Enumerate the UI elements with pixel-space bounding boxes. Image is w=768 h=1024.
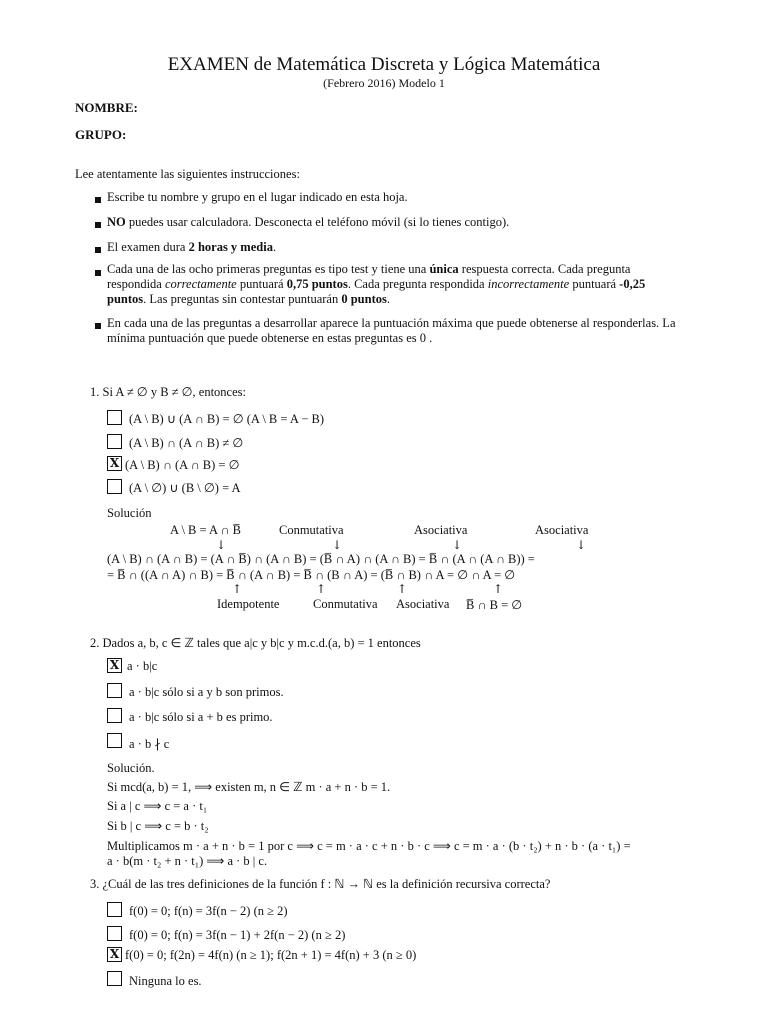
q1-label-asociativa-2: Asociativa	[535, 523, 589, 537]
q1-option-2: (A \ B) ∩ (A ∩ B) ≠ ∅	[129, 436, 244, 450]
bullet-icon	[95, 270, 101, 276]
q3-option-4-checkbox[interactable]	[107, 971, 122, 986]
i4-it1: correctamente	[164, 277, 237, 291]
arrow-up-icon: ↑	[493, 582, 504, 596]
q3-option-2-checkbox[interactable]	[107, 926, 122, 941]
q1-def: A \ B = A ∩ B̅	[170, 523, 241, 537]
instruction-2-rest: puedes usar calculadora. Desconecta el teléfono móvil (si lo tienes contigo).	[125, 215, 510, 229]
instruction-3-b: .	[272, 240, 277, 254]
name-label: NOMBRE:	[75, 100, 138, 115]
instruction-1: Escribe tu nombre y grupo en el lugar indicado en esta hoja.	[107, 190, 408, 204]
q1-label-bb: B̅ ∩ B = ∅	[466, 598, 523, 612]
q2-option-1: a · b|c	[127, 659, 158, 673]
q1-option-4-checkbox[interactable]	[107, 479, 122, 494]
q1-option-3: (A \ B) ∩ (A ∩ B) = ∅	[125, 458, 240, 472]
bullet-icon	[95, 197, 101, 203]
q3-option-1-checkbox[interactable]	[107, 902, 122, 917]
i4-it2: incorrectamente	[487, 277, 570, 291]
q3-option-3-checkbox[interactable]: X	[107, 947, 122, 962]
instruction-5: En cada una de las preguntas a desarrollar aparece la puntuación máxima que puede obtenerse al responderlas. La mínima puntuación que puede obtenerse en estas preguntas es 0 .	[107, 316, 676, 345]
instruction-3-bold: 2 horas y media	[188, 240, 273, 254]
q3-option-3: f(0) = 0; f(2n) = 4f(n) (n ≥ 1); f(2n + 1) = 4f(n) + 3 (n ≥ 0)	[125, 948, 417, 962]
q3-stem: 3. ¿Cuál de las tres definiciones de la función f : ℕ → ℕ es la definición recursiva correcta?	[90, 877, 551, 891]
q2-option-3-checkbox[interactable]	[107, 708, 122, 723]
i4-a: Cada una de las ocho primeras preguntas es tipo test y tiene una	[107, 262, 430, 276]
i4-bold1: única	[429, 262, 459, 276]
q1-derivation-line-2: = B̅ ∩ ((A ∩ A) ∩ B) = B̅ ∩ (A ∩ B) = B̅ ∩ (B ∩ A) = (B̅ ∩ B) ∩ A = ∅ ∩ A = ∅	[107, 568, 516, 582]
q2-solution-line-1: Si mcd(a, b) = 1, ⟹ existen m, n ∈ ℤ m · a + n · b = 1.	[107, 780, 391, 794]
q2-solution-line-4: Multiplicamos m · a + n · b = 1 por c ⟹ c = m · a · c + n · b · c ⟹ c = m · a · (b · t₂) + n · b · (a · t₁) =	[107, 839, 631, 853]
q1-label-conmutativa: Conmutativa	[279, 523, 344, 537]
q1-derivation-line-1: (A \ B) ∩ (A ∩ B) = (A ∩ B̅) ∩ (A ∩ B) = (B̅ ∩ A) ∩ (A ∩ B) = B̅ ∩ (A ∩ (A ∩ B)) =	[107, 552, 535, 566]
exam-subtitle: (Febrero 2016) Modelo 1	[323, 76, 445, 90]
instruction-2	[107, 215, 682, 230]
arrow-down-icon: ↓	[332, 538, 343, 552]
i4-bold4: 0 puntos	[341, 292, 387, 306]
q2-option-2: a · b|c sólo si a y b son primos.	[129, 685, 284, 699]
instruction-4	[107, 262, 682, 307]
arrow-up-icon: ↑	[397, 582, 408, 596]
arrow-down-icon: ↓	[576, 538, 587, 552]
i4-f: . Las preguntas sin contestar puntuarán	[143, 292, 342, 306]
q2-option-1-checkbox[interactable]: X	[107, 658, 122, 673]
q2-option-4-checkbox[interactable]	[107, 733, 122, 748]
q1-label-asociativa-3: Asociativa	[396, 597, 450, 611]
q2-option-4: a · b ∤ c	[129, 737, 170, 751]
q2-stem: 2. Dados a, b, c ∈ ℤ tales que a|c y b|c y m.c.d.(a, b) = 1 entonces	[90, 636, 421, 650]
q3-option-2: f(0) = 0; f(n) = 3f(n − 1) + 2f(n − 2) (n ≥ 2)	[129, 928, 346, 942]
arrow-down-icon: ↓	[216, 538, 227, 552]
arrow-up-icon: ↑	[232, 582, 243, 596]
i4-bold2: 0,75 puntos	[286, 277, 348, 291]
i4-c: puntuará	[236, 277, 287, 291]
q1-stem: 1. Si A ≠ ∅ y B ≠ ∅, entonces:	[90, 385, 246, 399]
instruction-3-a: El examen dura	[107, 240, 189, 254]
bullet-icon	[95, 323, 101, 329]
instructions-intro: Lee atentamente las siguientes instrucciones:	[75, 167, 300, 181]
q2-solution-line-2: Si a | c ⟹ c = a · t₁	[107, 799, 208, 813]
q1-option-1: (A \ B) ∪ (A ∩ B) = ∅ (A \ B = A − B)	[129, 412, 325, 426]
i4-d: . Cada pregunta respondida	[347, 277, 488, 291]
i4-bold3: -0,25 puntos	[107, 277, 646, 306]
group-label: GRUPO:	[75, 127, 127, 142]
q1-solution-label: Solución	[107, 506, 152, 520]
instruction-2-bold: NO	[107, 215, 126, 229]
q1-label-conmutativa-2: Conmutativa	[313, 597, 378, 611]
arrow-down-icon: ↓	[452, 538, 463, 552]
instruction-3	[107, 240, 682, 255]
i4-e: puntuará	[569, 277, 620, 291]
arrow-up-icon: ↑	[316, 582, 327, 596]
i4-g: .	[386, 292, 390, 306]
q1-label-idempotente: Idempotente	[217, 597, 280, 611]
q2-solution-line-5: a · b(m · t₂ + n · t₁) ⟹ a · b | c.	[107, 854, 268, 868]
q1-label-asociativa-1: Asociativa	[414, 523, 468, 537]
q3-option-1: f(0) = 0; f(n) = 3f(n − 2) (n ≥ 2)	[129, 904, 288, 918]
q1-option-3-checkbox[interactable]: X	[107, 456, 122, 471]
q2-solution-label: Solución.	[107, 761, 155, 775]
q2-option-3: a · b|c sólo si a + b es primo.	[129, 710, 273, 724]
q3-option-4: Ninguna lo es.	[129, 974, 202, 988]
exam-title: EXAMEN de Matemática Discreta y Lógica Matemática	[167, 54, 601, 75]
q2-option-2-checkbox[interactable]	[107, 683, 122, 698]
i4-b: respuesta correcta. Cada pregunta respondida	[107, 262, 631, 291]
q2-solution-line-3: Si b | c ⟹ c = b · t₂	[107, 819, 209, 833]
q1-option-4: (A \ ∅) ∪ (B \ ∅) = A	[129, 481, 241, 495]
q1-option-2-checkbox[interactable]	[107, 434, 122, 449]
q1-option-1-checkbox[interactable]	[107, 410, 122, 425]
bullet-icon	[95, 222, 101, 228]
bullet-icon	[95, 247, 101, 253]
